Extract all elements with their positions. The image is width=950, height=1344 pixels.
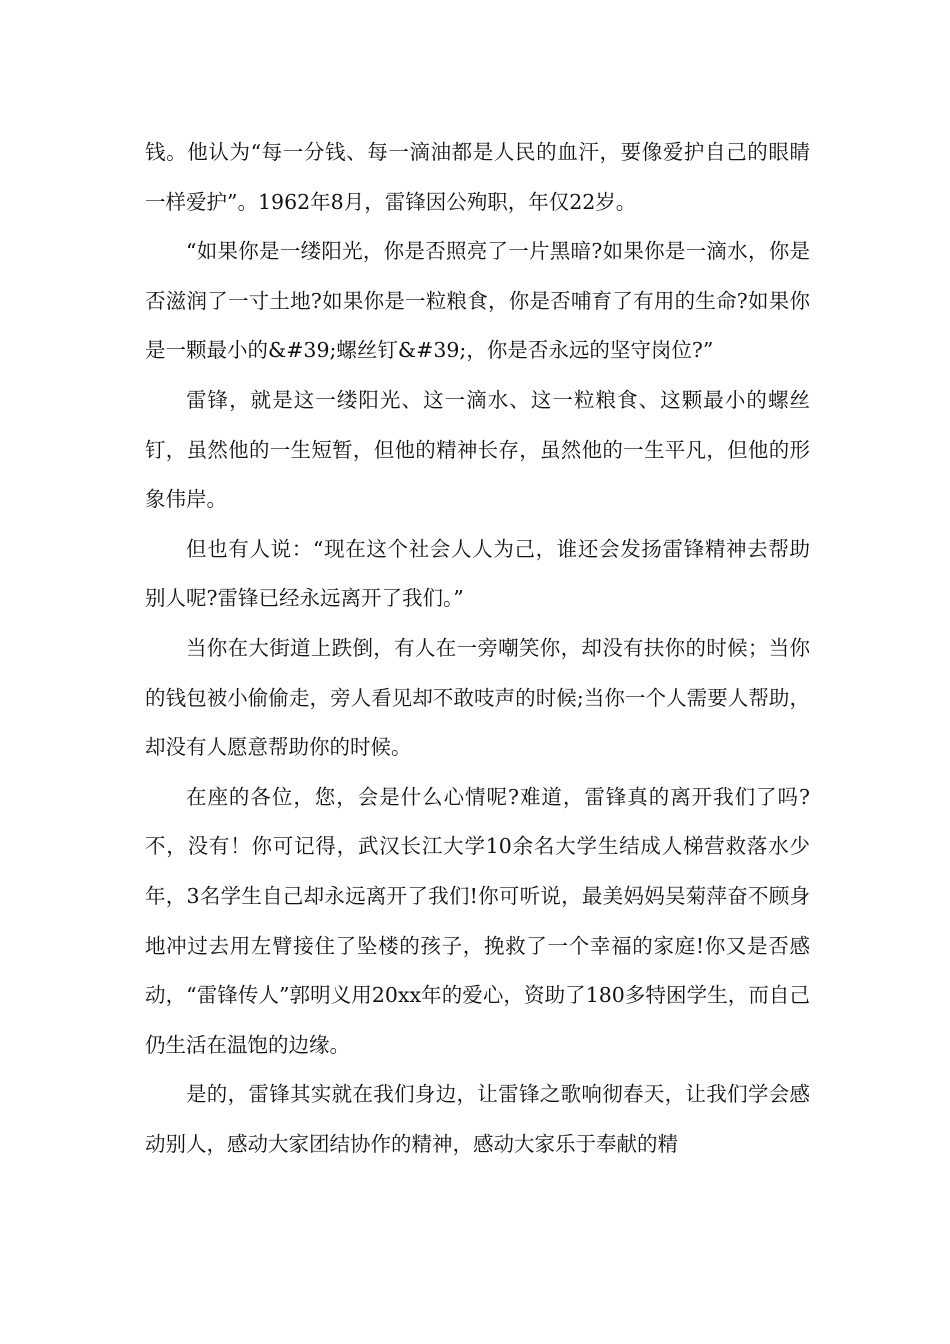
document-body [145, 128, 810, 1169]
paragraph-leifeng-beside-us: 是的，雷锋其实就在我们身边，让雷锋之歌响彻春天，让我们学会感动别人，感动大家团结协作的精神，感动大家乐于奉献的精 [145, 1082, 810, 1156]
paragraph-continuation: 钱。他认为“每一分钱、每一滴油都是人民的血汗，要像爱护自己的眼睛一样爱护”。1962年8月，雷锋因公殉职，年仅22岁。 [145, 140, 810, 214]
paragraph-quote-questions: “如果你是一缕阳光，你是否照亮了一片黑暗?如果你是一滴水，你是否滋润了一寸土地?如果你是一粒粮食，你是否哺育了有用的生命?如果你是一颗最小的&#39;螺丝钉&#39;，你是否永远的坚守岗位?” [145, 239, 810, 363]
paragraph-some-people-say: 但也有人说：“现在这个社会人人为己，谁还会发扬雷锋精神去帮助别人呢?雷锋已经永远离开了我们。” [145, 536, 810, 611]
paragraph-when-you-fall: 当你在大街道上跌倒，有人在一旁嘲笑你，却没有扶你的时候；当你的钱包被小偷偷走，旁人看见却不敢吱声的时候;当你一个人需要人帮助，却没有人愿意帮助你的时候。 [145, 635, 810, 760]
paragraph-leifeng-sunshine: 雷锋，就是这一缕阳光、这一滴水、这一粒粮食、这颗最小的螺丝钉，虽然他的一生短暂，但他的精神长存，虽然他的一生平凡，但他的形象伟岸。 [145, 387, 810, 512]
paragraph-everyone-here: 在座的各位，您，会是什么心情呢?难道，雷锋真的离开我们了吗?不，没有！你可记得，武汉长江大学10余名大学生结成人梯营救落水少年，3名学生自己却永远离开了我们!你可听说，最美妈妈吴菊萍奋不顾身地冲过去用左臂接住了坠楼的孩子，挽救了一个幸福的家庭!你又是否感动，“雷锋传人”郭明义用20xx年的爱心，资助了180多特困学生，而自己仍生活在温饱的边缘。 [145, 784, 810, 1057]
